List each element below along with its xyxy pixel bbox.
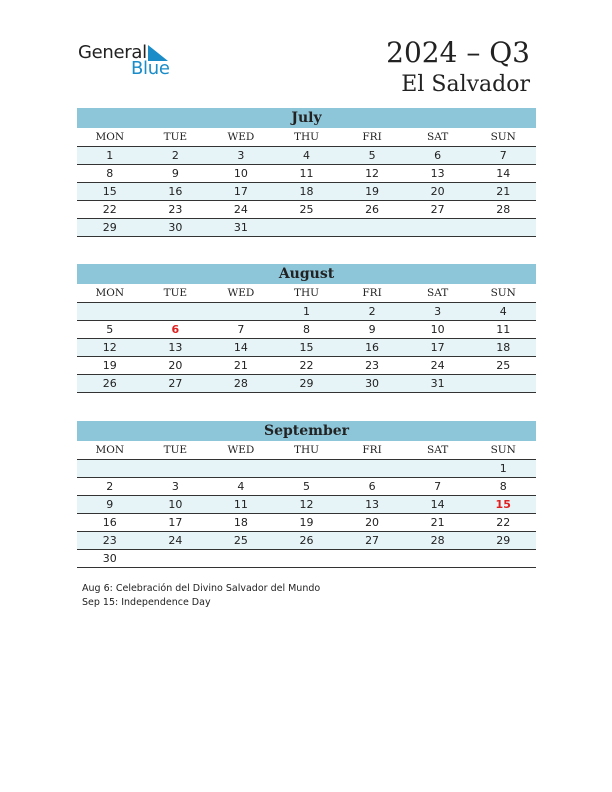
day-cell: 21 bbox=[470, 183, 536, 201]
day-cell: 16 bbox=[339, 339, 405, 357]
day-cell: 20 bbox=[405, 183, 471, 201]
day-cell bbox=[339, 550, 405, 568]
weekday-label: MON bbox=[77, 284, 143, 303]
day-cell: 26 bbox=[77, 375, 143, 393]
weekday-label: THU bbox=[274, 284, 340, 303]
day-cell: 26 bbox=[274, 532, 340, 550]
day-cell: 30 bbox=[339, 375, 405, 393]
week-row bbox=[77, 478, 536, 496]
weekday-label: WED bbox=[208, 128, 274, 147]
weekday-header-row bbox=[77, 128, 536, 147]
month-august bbox=[77, 264, 536, 393]
day-cell bbox=[143, 550, 209, 568]
day-cell: 5 bbox=[274, 478, 340, 496]
day-cell: 8 bbox=[77, 165, 143, 183]
day-cell: 6 bbox=[339, 478, 405, 496]
day-cell: 17 bbox=[143, 514, 209, 532]
day-cell: 12 bbox=[274, 496, 340, 514]
weekday-label: MON bbox=[77, 441, 143, 460]
day-cell bbox=[339, 460, 405, 478]
week-row bbox=[77, 460, 536, 478]
day-cell: 27 bbox=[339, 532, 405, 550]
day-cell bbox=[405, 219, 471, 237]
day-cell: 5 bbox=[339, 147, 405, 165]
week-row bbox=[77, 321, 536, 339]
day-cell bbox=[405, 460, 471, 478]
day-cell: 22 bbox=[274, 357, 340, 375]
day-cell: 13 bbox=[143, 339, 209, 357]
day-cell: 15 bbox=[77, 183, 143, 201]
weekday-label: THU bbox=[274, 441, 340, 460]
day-cell: 19 bbox=[77, 357, 143, 375]
weekday-header-row bbox=[77, 284, 536, 303]
month-september bbox=[77, 421, 536, 568]
day-cell: 4 bbox=[470, 303, 536, 321]
day-cell: 29 bbox=[274, 375, 340, 393]
weekday-label: SAT bbox=[405, 441, 471, 460]
weekday-label: TUE bbox=[143, 441, 209, 460]
day-cell: 11 bbox=[470, 321, 536, 339]
day-cell: 21 bbox=[405, 514, 471, 532]
day-cell: 4 bbox=[274, 147, 340, 165]
week-row bbox=[77, 496, 536, 514]
day-cell: 15 bbox=[274, 339, 340, 357]
day-cell: 30 bbox=[143, 219, 209, 237]
day-cell: 21 bbox=[208, 357, 274, 375]
weekday-label: WED bbox=[208, 284, 274, 303]
day-cell: 7 bbox=[208, 321, 274, 339]
week-row bbox=[77, 183, 536, 201]
logo-general-text: General bbox=[78, 42, 147, 63]
holiday-day-cell: 6 bbox=[143, 321, 209, 339]
weekday-label: SAT bbox=[405, 128, 471, 147]
weekday-label: SAT bbox=[405, 284, 471, 303]
day-cell: 25 bbox=[208, 532, 274, 550]
week-row bbox=[77, 375, 536, 393]
day-cell: 26 bbox=[339, 201, 405, 219]
day-cell: 11 bbox=[208, 496, 274, 514]
logo bbox=[78, 40, 188, 80]
day-cell: 14 bbox=[405, 496, 471, 514]
page-title: 2024 – Q3 bbox=[386, 36, 530, 69]
day-cell: 14 bbox=[208, 339, 274, 357]
weekday-label: SUN bbox=[470, 128, 536, 147]
day-cell: 11 bbox=[274, 165, 340, 183]
day-cell: 23 bbox=[143, 201, 209, 219]
day-cell: 28 bbox=[405, 532, 471, 550]
day-cell: 1 bbox=[274, 303, 340, 321]
day-cell: 17 bbox=[208, 183, 274, 201]
day-cell: 25 bbox=[274, 201, 340, 219]
day-cell: 9 bbox=[339, 321, 405, 339]
day-cell: 3 bbox=[208, 147, 274, 165]
day-cell: 18 bbox=[208, 514, 274, 532]
day-cell: 30 bbox=[77, 550, 143, 568]
day-cell: 13 bbox=[405, 165, 471, 183]
weekday-label: SUN bbox=[470, 284, 536, 303]
day-cell: 13 bbox=[339, 496, 405, 514]
week-row bbox=[77, 339, 536, 357]
day-cell: 24 bbox=[405, 357, 471, 375]
day-cell: 20 bbox=[339, 514, 405, 532]
day-cell bbox=[274, 219, 340, 237]
day-cell: 12 bbox=[339, 165, 405, 183]
day-cell: 14 bbox=[470, 165, 536, 183]
week-row bbox=[77, 201, 536, 219]
day-cell: 28 bbox=[208, 375, 274, 393]
day-cell: 6 bbox=[405, 147, 471, 165]
holiday-day-cell: 15 bbox=[470, 496, 536, 514]
week-row bbox=[77, 550, 536, 568]
day-cell: 7 bbox=[405, 478, 471, 496]
day-cell: 1 bbox=[77, 147, 143, 165]
day-cell: 8 bbox=[470, 478, 536, 496]
country-subtitle: El Salvador bbox=[401, 72, 530, 97]
day-cell bbox=[405, 550, 471, 568]
logo-blue-text: Blue bbox=[131, 58, 170, 79]
day-cell: 8 bbox=[274, 321, 340, 339]
day-cell: 31 bbox=[208, 219, 274, 237]
day-cell: 17 bbox=[405, 339, 471, 357]
day-cell bbox=[208, 460, 274, 478]
day-cell: 27 bbox=[405, 201, 471, 219]
weekday-label: SUN bbox=[470, 441, 536, 460]
day-cell: 22 bbox=[470, 514, 536, 532]
month-title: August bbox=[77, 264, 536, 284]
day-cell: 4 bbox=[208, 478, 274, 496]
day-cell: 29 bbox=[77, 219, 143, 237]
week-row bbox=[77, 532, 536, 550]
day-cell: 3 bbox=[405, 303, 471, 321]
day-cell bbox=[143, 303, 209, 321]
day-cell bbox=[77, 460, 143, 478]
day-cell: 20 bbox=[143, 357, 209, 375]
month-title: September bbox=[77, 421, 536, 441]
day-cell: 27 bbox=[143, 375, 209, 393]
week-row bbox=[77, 357, 536, 375]
day-cell: 2 bbox=[339, 303, 405, 321]
weekday-label: TUE bbox=[143, 128, 209, 147]
weekday-header-row bbox=[77, 441, 536, 460]
day-cell bbox=[470, 219, 536, 237]
day-cell: 7 bbox=[470, 147, 536, 165]
day-cell: 18 bbox=[274, 183, 340, 201]
day-cell: 29 bbox=[470, 532, 536, 550]
day-cell: 2 bbox=[77, 478, 143, 496]
week-row bbox=[77, 147, 536, 165]
day-cell bbox=[208, 550, 274, 568]
day-cell: 1 bbox=[470, 460, 536, 478]
day-cell: 23 bbox=[77, 532, 143, 550]
holiday-note: Sep 15: Independence Day bbox=[82, 597, 211, 608]
day-cell bbox=[208, 303, 274, 321]
day-cell: 24 bbox=[208, 201, 274, 219]
day-cell: 10 bbox=[143, 496, 209, 514]
day-cell bbox=[470, 550, 536, 568]
day-cell: 10 bbox=[405, 321, 471, 339]
week-row bbox=[77, 165, 536, 183]
weekday-label: TUE bbox=[143, 284, 209, 303]
day-cell: 22 bbox=[77, 201, 143, 219]
day-cell: 31 bbox=[405, 375, 471, 393]
day-cell: 18 bbox=[470, 339, 536, 357]
week-row bbox=[77, 514, 536, 532]
holiday-note: Aug 6: Celebración del Divino Salvador del Mundo bbox=[82, 583, 321, 594]
day-cell: 24 bbox=[143, 532, 209, 550]
day-cell bbox=[470, 375, 536, 393]
day-cell: 16 bbox=[143, 183, 209, 201]
day-cell: 12 bbox=[77, 339, 143, 357]
day-cell: 2 bbox=[143, 147, 209, 165]
day-cell: 3 bbox=[143, 478, 209, 496]
day-cell: 23 bbox=[339, 357, 405, 375]
week-row bbox=[77, 303, 536, 321]
day-cell: 19 bbox=[339, 183, 405, 201]
weekday-label: FRI bbox=[339, 441, 405, 460]
day-cell bbox=[143, 460, 209, 478]
weekday-label: FRI bbox=[339, 284, 405, 303]
day-cell: 9 bbox=[143, 165, 209, 183]
weekday-label: THU bbox=[274, 128, 340, 147]
day-cell: 10 bbox=[208, 165, 274, 183]
day-cell bbox=[339, 219, 405, 237]
day-cell bbox=[274, 550, 340, 568]
weekday-label: WED bbox=[208, 441, 274, 460]
holiday-notes bbox=[82, 582, 320, 610]
day-cell: 9 bbox=[77, 496, 143, 514]
day-cell: 25 bbox=[470, 357, 536, 375]
weekday-label: FRI bbox=[339, 128, 405, 147]
day-cell bbox=[274, 460, 340, 478]
weekday-label: MON bbox=[77, 128, 143, 147]
day-cell: 16 bbox=[77, 514, 143, 532]
month-july bbox=[77, 108, 536, 237]
day-cell: 5 bbox=[77, 321, 143, 339]
week-row bbox=[77, 219, 536, 237]
day-cell: 28 bbox=[470, 201, 536, 219]
day-cell: 19 bbox=[274, 514, 340, 532]
day-cell bbox=[77, 303, 143, 321]
month-title: July bbox=[77, 108, 536, 128]
